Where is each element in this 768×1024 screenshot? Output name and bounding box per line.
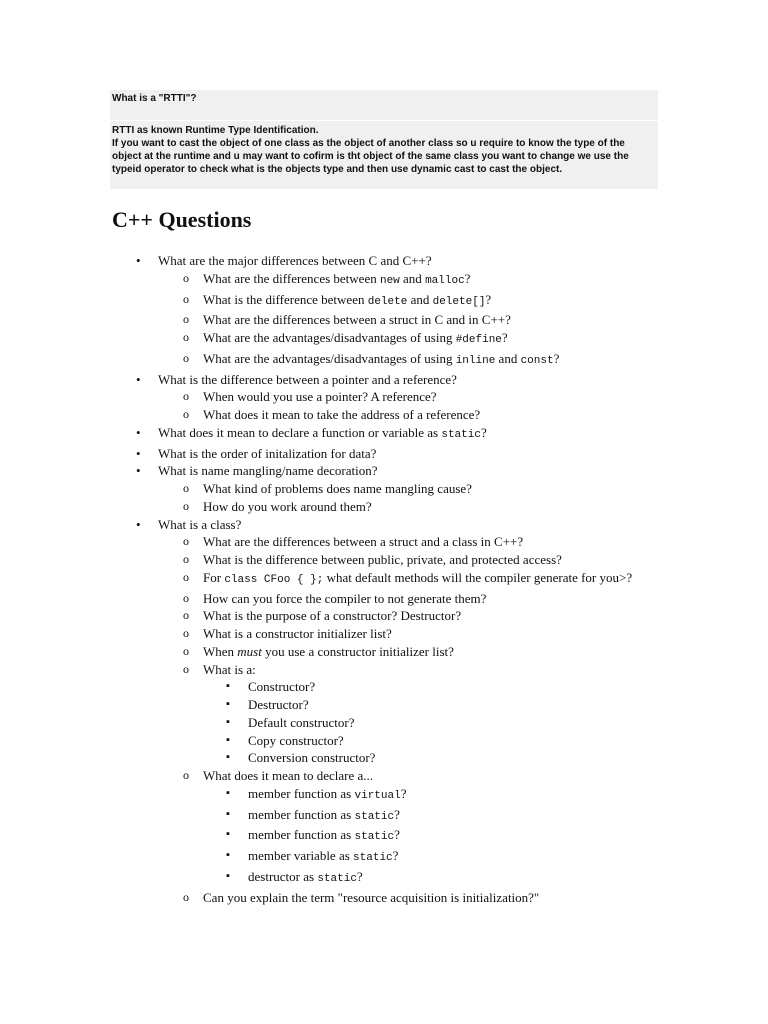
question-item: • What are the major differences between C and C++? o What are the differences between new and malloc? o What is the difference between delete and delete[]? o What are the differences between a struct in C and in C++? o What are the advantages/disadvantages of using #define? o What are the advantages/disadvantages of using inline and const? <box>0 252 768 371</box>
subquestion-item: o What is a constructor initializer list? <box>158 625 768 643</box>
subsubquestion-item: ▪ member function as static? <box>203 826 768 847</box>
rtti-answer <box>110 121 658 189</box>
rtti-answer-body: If you want to cast the object of one class as the object of another class so u require to know the type of the object at the runtime and u may want to cofirm is tht object of the same class you want to change we use the typeid operator to check what is the objects type and then use dynamic cast to cast the object. <box>112 138 629 175</box>
subquestion-item: o How can you force the compiler to not generate them? <box>158 590 768 608</box>
subsubquestion-item: ▪ member function as virtual? <box>203 785 768 806</box>
subquestion-item: o What is the difference between public, private, and protected access? <box>158 551 768 569</box>
question-item: • What is a class? o What are the differences between a struct and a class in C++? o What is the difference between public, private, and protected access? o For class CFoo { }; what default methods will the compiler generate for you>? o How can you force the compiler to not generate them? o What is the purpose of a constructor? Destructor? o What is a constructor initializer list? o When must you use a constructor initializer list? o What is a: ▪ Constructor? ▪ Destructor? ▪ Default constructor? ▪ Copy constructor? ▪ Conversion constructor? o What does it mean to declare a... ▪ member function as virtual? ▪ member function as static? ▪ member function as static? ▪ member variable as static? ▪ destructor as static? o Can you explain the term "resource acquisition is initialization?" <box>0 516 768 907</box>
subsubquestion-item: ▪ member function as static? <box>203 806 768 827</box>
subquestion-item: o What is the purpose of a constructor? Destructor? <box>158 607 768 625</box>
subquestion-item: o What is the difference between delete and delete[]? <box>158 291 768 312</box>
subquestion-item: o How do you work around them? <box>158 498 768 516</box>
question-item: • What does it mean to declare a function or variable as static? <box>0 424 768 445</box>
subquestion-item: o What are the differences between a struct in C and in C++? <box>158 311 768 329</box>
subquestion-item: o What are the differences between new and malloc? <box>158 270 768 291</box>
subquestion-item: o Can you explain the term "resource acquisition is initialization?" <box>158 889 768 907</box>
subquestion-item: o What does it mean to take the address of a reference? <box>158 406 768 424</box>
subquestion-item: o What are the advantages/disadvantages of using #define? <box>158 329 768 350</box>
subquestion-item: o When would you use a pointer? A reference? <box>158 388 768 406</box>
rtti-question: What is a "RTTI"? <box>110 90 658 120</box>
question-item: • What is name mangling/name decoration? o What kind of problems does name mangling cause? o How do you work around them? <box>0 462 768 515</box>
subquestion-item: o What kind of problems does name mangling cause? <box>158 480 768 498</box>
question-item: • What is the difference between a pointer and a reference? o When would you use a pointer? A reference? o What does it mean to take the address of a reference? <box>0 371 768 424</box>
subsubquestion-item: ▪ Destructor? <box>203 696 768 714</box>
subsubquestion-item: ▪ Constructor? <box>203 678 768 696</box>
subquestion-item: o For class CFoo { }; what default methods will the compiler generate for you>? <box>158 569 768 590</box>
question-item: • What is the order of initalization for data? <box>0 445 768 463</box>
subquestion-item: o What is a: ▪ Constructor? ▪ Destructor? ▪ Default constructor? ▪ Copy constructor? ▪ Conversion constructor? <box>158 661 768 768</box>
rtti-answer-title: RTTI as known Runtime Type Identification. <box>112 125 319 136</box>
subquestion-item: o What are the differences between a struct and a class in C++? <box>158 533 768 551</box>
question-list <box>0 252 768 906</box>
subquestion-item: o What does it mean to declare a... ▪ member function as virtual? ▪ member function as static? ▪ member function as static? ▪ member variable as static? ▪ destructor as static? <box>158 767 768 889</box>
subsubquestion-item: ▪ destructor as static? <box>203 868 768 889</box>
subsubquestion-item: ▪ member variable as static? <box>203 847 768 868</box>
subsubquestion-item: ▪ Conversion constructor? <box>203 749 768 767</box>
subsubquestion-item: ▪ Default constructor? <box>203 714 768 732</box>
page-title: C++ Questions <box>112 207 252 232</box>
subquestion-item: o When must you use a constructor initializer list? <box>158 643 768 661</box>
subquestion-item: o What are the advantages/disadvantages of using inline and const? <box>158 350 768 371</box>
subsubquestion-item: ▪ Copy constructor? <box>203 732 768 750</box>
